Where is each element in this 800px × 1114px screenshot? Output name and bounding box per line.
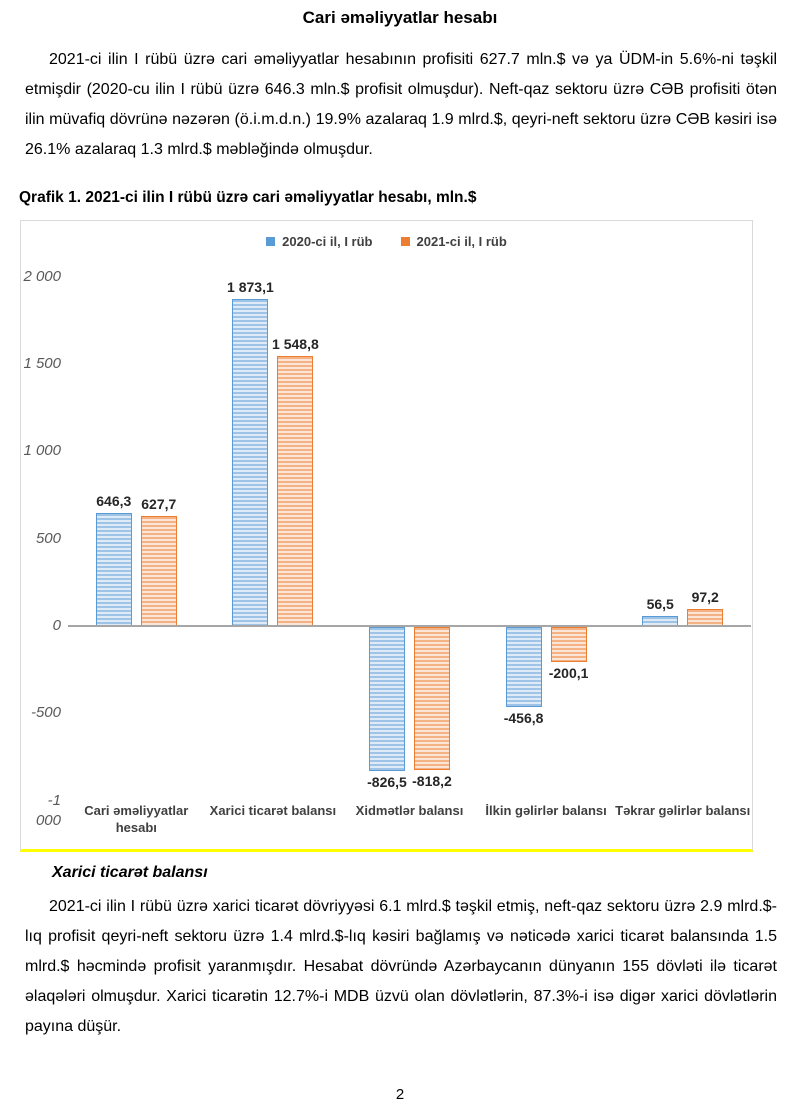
category-label: Xarici ticarət balansı xyxy=(209,803,337,818)
legend-swatch xyxy=(401,237,410,246)
bar-value-label: 646,3 xyxy=(96,493,132,509)
legend-item xyxy=(401,234,507,249)
bar-2021 xyxy=(414,627,450,770)
y-axis-tick-label: -1 000 xyxy=(35,791,61,829)
bar-value-label: 56,5 xyxy=(646,596,674,612)
bar-value-label: 1 873,1 xyxy=(227,279,274,295)
y-axis-tick-label: 500 xyxy=(35,529,61,547)
category-label: Xidmətlər balansı xyxy=(355,803,464,818)
chart-caption: Qrafik 1. 2021-ci ilin I rübü üzrə cari əməliyyatlar hesabı, mln.$ xyxy=(19,189,477,206)
bar-chart xyxy=(20,220,753,852)
bar-2021 xyxy=(687,609,723,626)
page-title: Cari əməliyyatlar hesabı xyxy=(302,8,498,27)
bar-2020 xyxy=(96,513,132,626)
body-paragraph-1: 2021-ci ilin I rübü üzrə cari əməliyyatlar hesabının profisiti 627.7 mln.$ və ya ÜDM-in 5.6%-ni təşkil etmişdir (2020-cu ilin I rübü üzrə 646.3 mln.$ profisit olmuşdur). Neft-qaz sektoru üzrə CƏB profisiti ötən ilin müvafiq dövrünə nəzərən (ö.i.m.d.n.) 19.9% azalaraq 1.9 mlrd.$, qeyri-neft sektoru üzrə CƏB kəsiri isə 26.1% azalaraq 1.3 mlrd.$ məbləğində olmuşdur. xyxy=(25,51,777,158)
legend-swatch xyxy=(266,237,275,246)
x-axis-line xyxy=(68,625,751,627)
bar-value-label: 97,2 xyxy=(691,589,719,605)
bar-2021 xyxy=(277,356,313,626)
bar-value-label: -818,2 xyxy=(412,773,452,789)
category-label: İlkin gəlirlər balansı xyxy=(485,803,607,818)
category-label: Təkrar gəlirlər balansı xyxy=(615,803,751,818)
bar-value-label: -456,8 xyxy=(503,710,544,726)
bar-value-label: 1 548,8 xyxy=(272,336,319,352)
y-axis-tick-label: 1 000 xyxy=(23,442,61,460)
legend-label: 2021-ci il, I rüb xyxy=(416,234,507,249)
y-axis-tick-label: -500 xyxy=(30,704,61,722)
bar-value-label: -200,1 xyxy=(548,665,589,681)
y-axis-tick-label: 2 000 xyxy=(23,267,61,285)
chart-legend xyxy=(21,234,752,249)
category-label: Cari əməliyyatlar hesabı xyxy=(84,803,189,835)
y-axis-tick-label: 1 500 xyxy=(23,355,61,373)
bar-value-label: 627,7 xyxy=(141,496,177,512)
bar-2020 xyxy=(369,627,405,771)
bar-value-label: -826,5 xyxy=(367,774,407,790)
page-number: 2 xyxy=(395,1086,405,1103)
bar-2021 xyxy=(551,627,587,662)
body-paragraph-2: 2021-ci ilin I rübü üzrə xarici ticarət dövriyyəsi 6.1 mlrd.$ təşkil etmiş, neft-qaz sektoru üzrə 2.9 mlrd.$-lıq profisit qeyri-neft sektoru üzrə 1.4 mlrd.$-lıq kəsiri bağlamış və nəticədə xarici ticarət balansında 1.5 mlrd.$ həcmində profisit yaranmışdır. Hesabat dövründə Azərbaycanın dünyanın 155 dövləti ilə ticarət əlaqələri olmuşdur. Xarici ticarətin 12.7%-i MDB üzvü olan dövlətlərin, 87.3%-i isə digər xarici dövlətlərin payına düşür. xyxy=(25,898,777,1035)
section-heading: Xarici ticarət balansı xyxy=(52,864,208,881)
bar-2021 xyxy=(141,516,177,626)
legend-item xyxy=(266,234,372,249)
legend-label: 2020-ci il, I rüb xyxy=(282,234,373,249)
y-axis-tick-label: 0 xyxy=(52,617,61,634)
